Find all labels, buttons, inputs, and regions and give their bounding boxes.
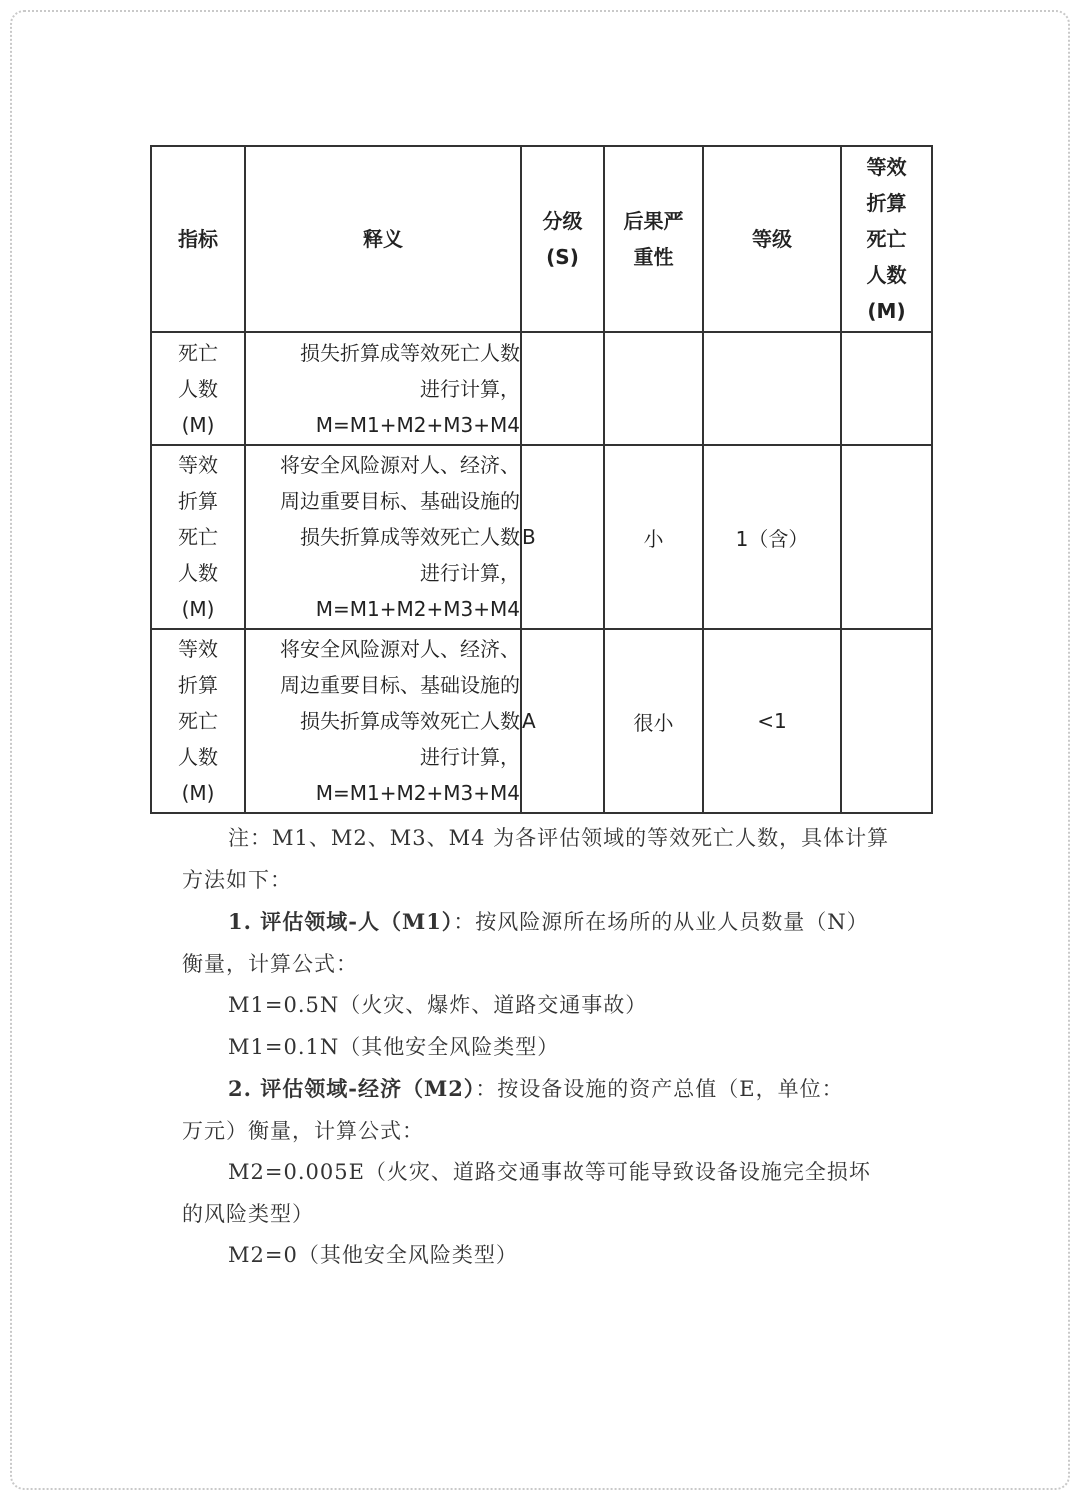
item2-label: 2. 评估领域-经济（M2） (228, 1076, 476, 1101)
cell-equivalent-deaths (841, 629, 932, 813)
header-definition: 释义 (245, 146, 521, 332)
cell-grade (521, 332, 604, 445)
cell-severity: 小 (604, 445, 703, 629)
formula-m2-fire-cont: 的风险类型） (182, 1201, 314, 1226)
formula-m1-fire: M1=0.5N（火灾、爆炸、道路交通事故） (228, 993, 648, 1017)
item2-line2: 万元）衡量，计算公式： (182, 1118, 424, 1143)
table-row (151, 332, 932, 445)
item1-label: 1. 评估领域-人（M1） (228, 909, 454, 934)
note-line: 注：M1、M2、M3、M4 为各评估领域的等效死亡人数，具体计算 (228, 826, 890, 850)
cell-equivalent-deaths (841, 445, 932, 629)
cell-level: <1 (703, 629, 841, 813)
cell-definition: 将安全风险源对人、经济、 周边重要目标、基础设施的 损失折算成等效死亡人数 进行计算， M=M1+M2+M3+M4 (245, 445, 521, 629)
cell-indicator: 死亡 人数 (M) (151, 332, 245, 445)
risk-table (150, 145, 933, 814)
header-grade: 分级 (S) (521, 146, 604, 332)
header-level: 等级 (703, 146, 841, 332)
cell-level (703, 332, 841, 445)
item2-text: ：按设备设施的资产总值（E，单位： (475, 1077, 844, 1101)
cell-indicator: 等效 折算 死亡 人数 (M) (151, 629, 245, 813)
cell-definition: 将安全风险源对人、经济、 周边重要目标、基础设施的 损失折算成等效死亡人数 进行计算， M=M1+M2+M3+M4 (245, 629, 521, 813)
cell-level: 1（含） (703, 445, 841, 629)
cell-definition: 损失折算成等效死亡人数 进行计算， M=M1+M2+M3+M4 (245, 332, 521, 445)
table-row (151, 445, 932, 629)
formula-m1-other: M1=0.1N（其他安全风险类型） (228, 1034, 560, 1059)
formula-m2-other: M2=0（其他安全风险类型） (228, 1243, 518, 1267)
cell-severity (604, 332, 703, 445)
header-indicator: 指标 (151, 146, 245, 332)
header-equivalent-deaths: 等效 折算 死亡 人数 (M) (841, 146, 932, 332)
cell-grade: B (521, 445, 604, 629)
cell-indicator: 等效 折算 死亡 人数 (M) (151, 445, 245, 629)
table-header-row (151, 146, 932, 332)
cell-grade: A (521, 629, 604, 813)
formula-m2-fire: M2=0.005E（火灾、道路交通事故等可能导致设备设施完全损坏 (228, 1160, 871, 1184)
item1-line2: 衡量，计算公式： (182, 951, 358, 976)
item1-heading (182, 901, 912, 944)
cell-severity: 很小 (604, 629, 703, 813)
note-line: 方法如下： (182, 867, 292, 892)
notes-section (182, 818, 912, 1277)
cell-equivalent-deaths (841, 332, 932, 445)
header-severity: 后果严 重性 (604, 146, 703, 332)
item1-text: ：按风险源所在场所的从业人员数量（N） (453, 910, 869, 934)
item2-heading (182, 1068, 912, 1111)
table-row (151, 629, 932, 813)
